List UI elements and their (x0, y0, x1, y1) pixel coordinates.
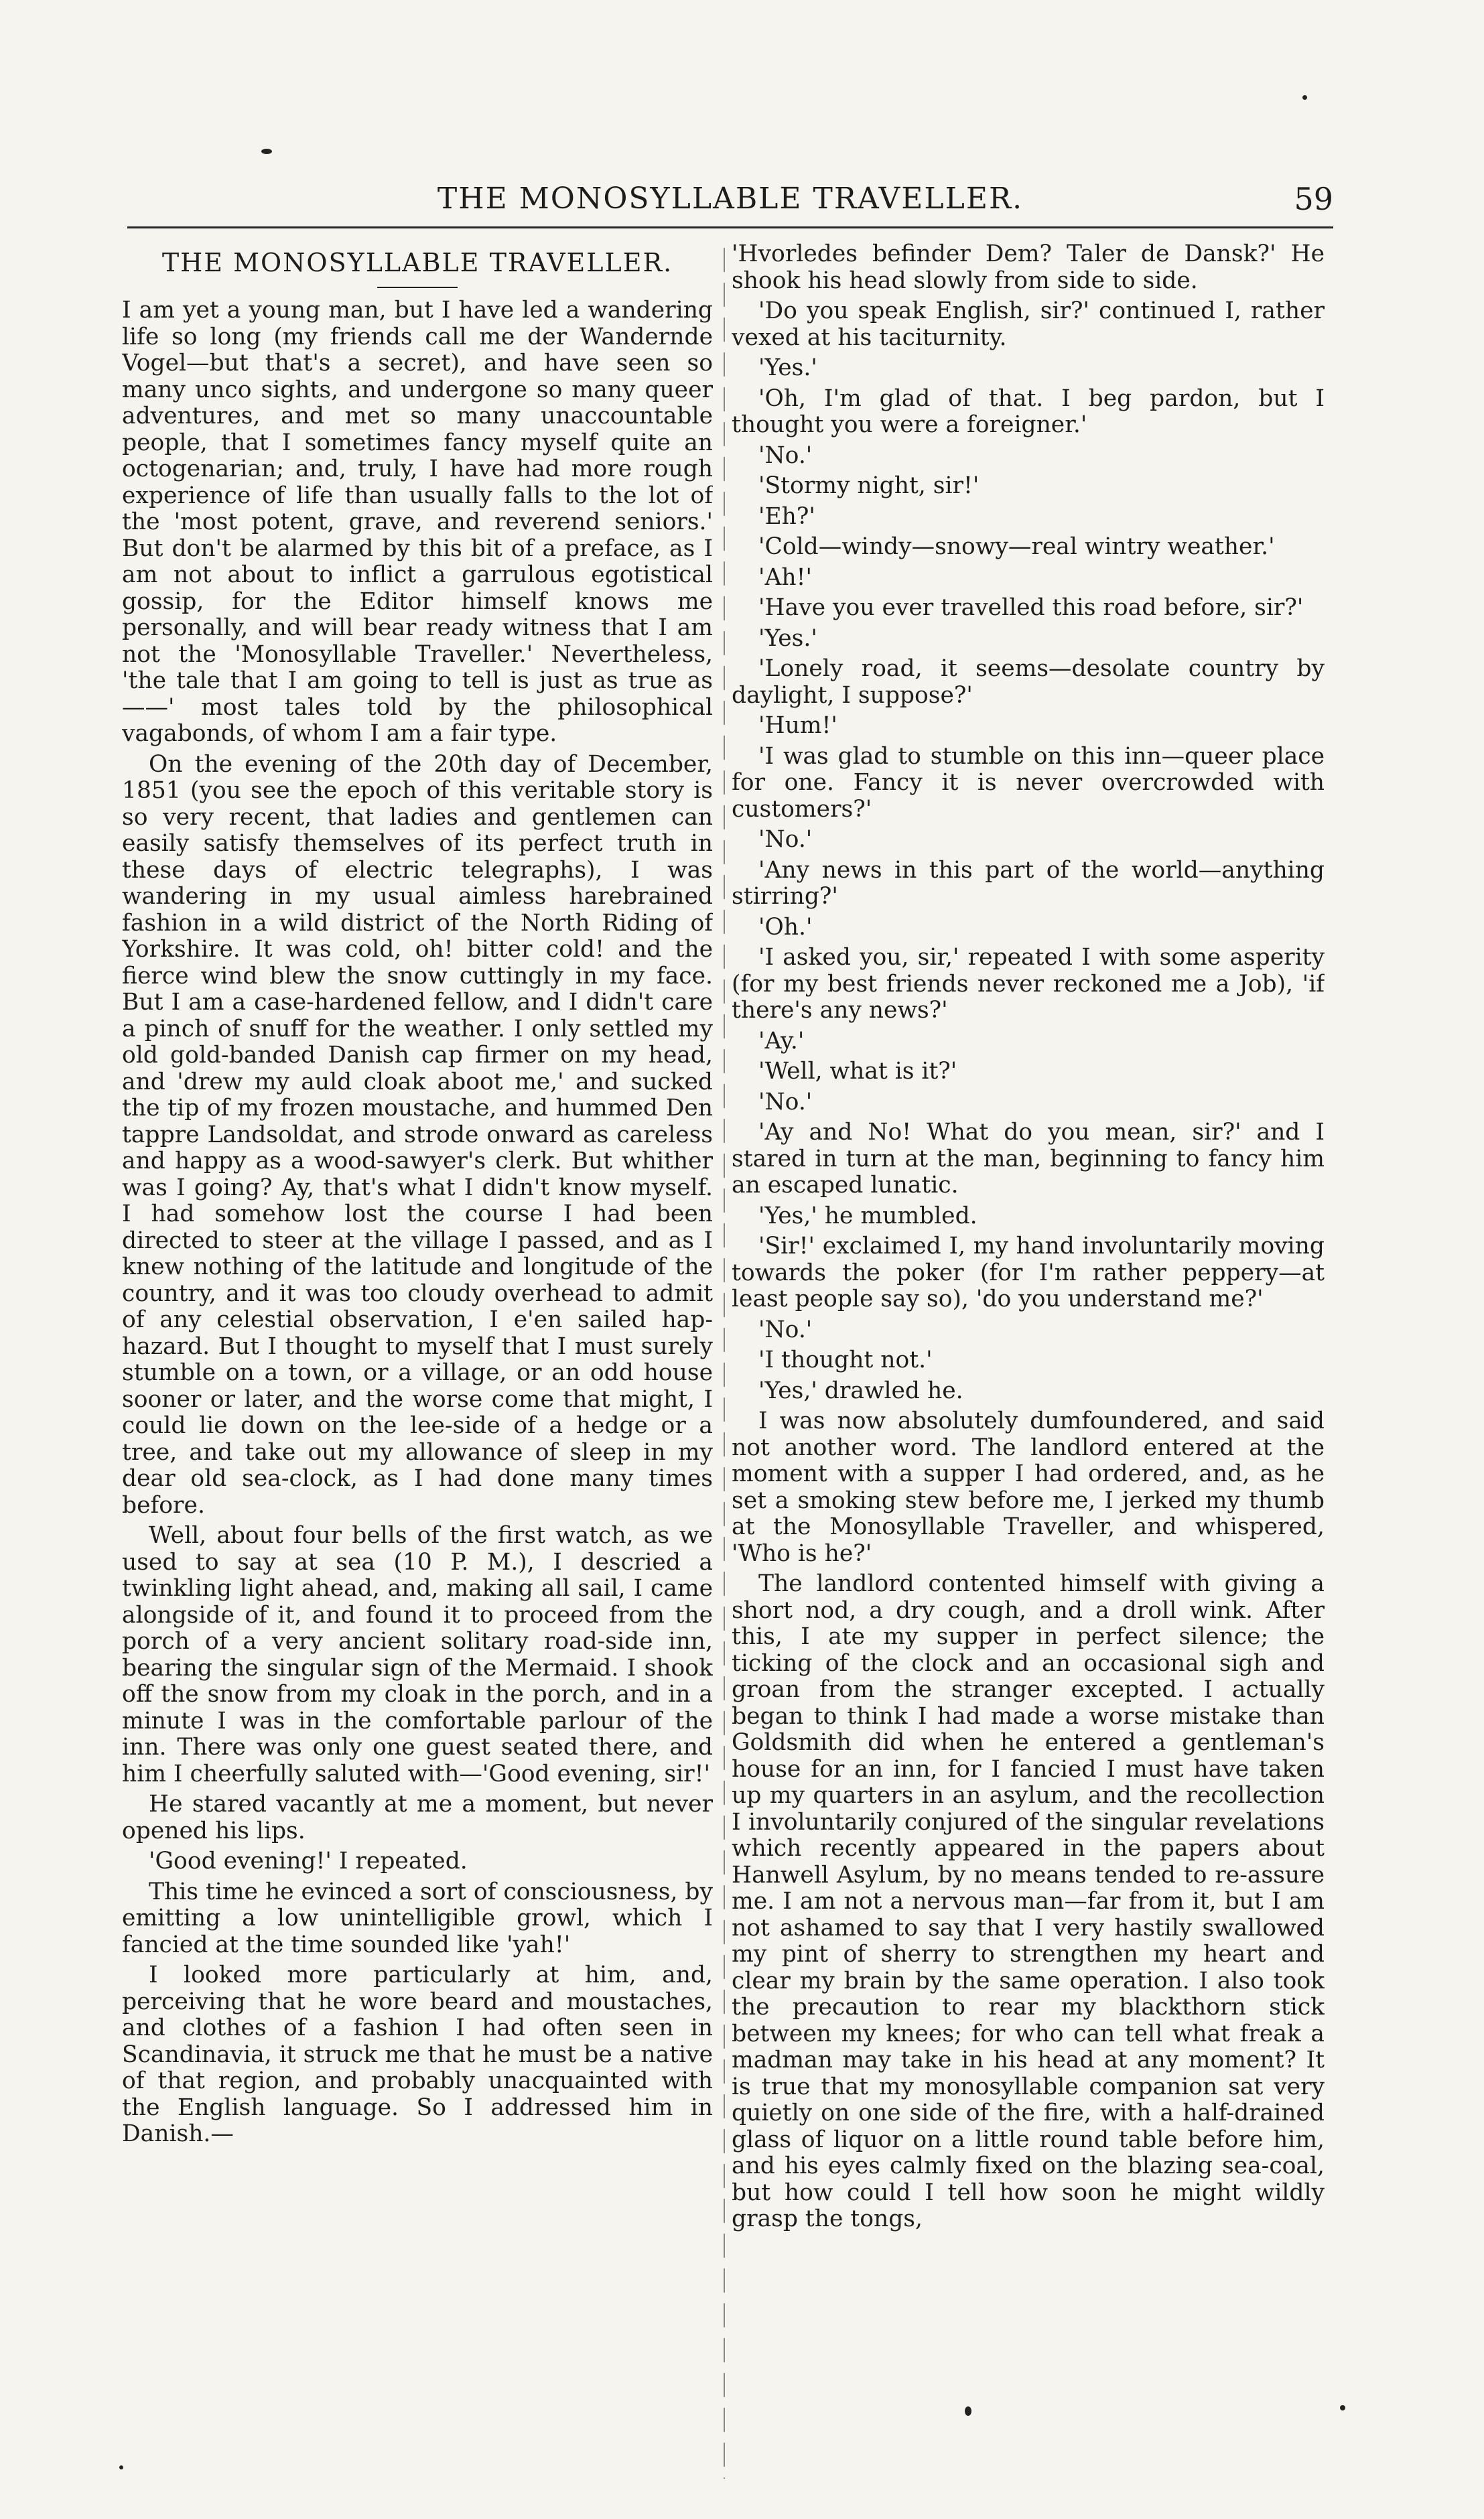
running-head (127, 176, 1333, 222)
paragraph: 'Yes.' (758, 354, 817, 381)
paragraph: 'No.' (758, 1316, 813, 1343)
page-number: 59 (1294, 181, 1333, 217)
paragraph: 'No.' (758, 826, 813, 853)
paragraph: 'Well, what is it?' (758, 1058, 957, 1085)
ink-speck (1340, 2405, 1345, 2410)
paragraph: 'I asked you, sir,' repeated I with some asperity (for my best friends never reckoned me a Job), 'if there's any news?' (732, 944, 1325, 1024)
paragraph: On the evening of the 20th day of December, 1851 (you see the epoch of this veritable story is so very recent, that ladies and gentlemen can easily satisfy themselves of its perfect truth in these days of electric telegraphs), I was wandering in my usual aimless harebrained fashion in a wild district of the North Riding of Yorkshire. It was cold, oh! bitter cold! and the fierce wind blew the snow cuttingly in my face. But I am a case-hardened fellow, and I didn't care a pinch of snuff for the weather. I only settled my old gold-banded Danish cap firmer on my head, and 'drew my auld cloak aboot me,' and sucked the tip of my frozen moustache, and hummed Den tappre Landsoldat, and strode onward as careless and happy as a wood-sawyer's clerk. But whither was I going? Ay, that's what I didn't know myself. I had somehow lost the course I had been directed to steer at the village I passed, and as I knew nothing of the latitude and longitude of the country, and it was too cloudy overhead to admit of any celestial observation, I e'en sailed hap-hazard. But I thought to myself that I must surely stumble on a town, or a village, or an odd house sooner or later, and the worse come that might, I could lie down on the lee-side of a hedge or a tree, and take out my allowance of sleep in my dear old sea-clock, as I had done many times before. (122, 750, 713, 1519)
paragraph: 'Stormy night, sir!' (758, 472, 980, 499)
paragraph: Well, about four bells of the first watch, as we used to say at sea (10 P. M.), I descried a twinkling light ahead, and, making all sail, I came alongside of it, and found it to proceed from the porch of a very ancient solitary road-side inn, bearing the singular sign of the Mermaid. I shook off the snow from my cloak in the porch, and in a minute I was in the comfortable parlour of the inn. There was only one guest seated there, and him I cheerfully saluted with—'Good evening, sir!' (122, 1522, 713, 1787)
column-divider (724, 248, 725, 2479)
paragraph: This time he evinced a sort of consciousness, by emitting a low unintelligible growl, which I fancied at the time sounded like 'yah!' (122, 1878, 713, 1958)
paragraph: 'I was glad to stumble on this inn—queer place for one. Fancy it is never overcrowded with customers?' (732, 742, 1325, 823)
ink-speck (261, 149, 272, 154)
article-title: THE MONOSYLLABLE TRAVELLER. (161, 248, 673, 277)
paragraph: 'Yes.' (758, 624, 817, 652)
running-title: THE MONOSYLLABLE TRAVELLER. (437, 182, 1024, 216)
right-column (732, 241, 1325, 2479)
paragraph: He stared vacantly at me a moment, but never opened his lips. (122, 1791, 713, 1844)
paragraph: I am yet a young man, but I have led a wandering life so long (my friends call me der Wandernde Vogel—but that's a secret), and have seen so many unco sights, and undergone so many queer adventures, and met so many unaccountable people, that I sometimes fancy myself quite an octogenarian; and, truly, I have had more rough experience of life than usually falls to the lot of the 'most potent, grave, and reverend seniors.' But don't be alarmed by this bit of a preface, as I am not about to inflict a garrulous egotistical gossip, for the Editor himself knows me personally, and will bear ready witness that I am not the 'Monosyllable Traveller.' Nevertheless, 'the tale that I am going to tell is just as true as ——' most tales told by the philosophical vagabonds, of whom I am a fair type. (122, 297, 713, 747)
title-rule (377, 287, 458, 288)
paragraph: 'Do you speak English, sir?' continued I, rather vexed at his taciturnity. (732, 297, 1325, 351)
header-rule (127, 226, 1333, 228)
paragraph: 'No.' (758, 1088, 813, 1115)
paragraph: 'No.' (758, 441, 813, 469)
paragraph: 'Cold—windy—snowy—real wintry weather.' (758, 533, 1275, 560)
paragraph: 'Ah!' (758, 563, 812, 591)
paragraph: 'Any news in this part of the world—anything stirring?' (732, 856, 1325, 910)
paragraph: 'Eh?' (758, 502, 815, 530)
left-column (122, 241, 713, 2479)
paragraph: 'Sir!' exclaimed I, my hand involuntarily moving towards the poker (for I'm rather peppery—at least people say so), 'do you understand me?' (732, 1233, 1325, 1312)
paragraph: 'Yes,' he mumbled. (758, 1202, 977, 1229)
paragraph: 'Hum!' (758, 712, 837, 739)
paragraph: 'Lonely road, it seems—desolate country by daylight, I suppose?' (732, 655, 1325, 709)
paragraph: 'Have you ever travelled this road before, sir?' (758, 594, 1304, 621)
paragraph: 'Good evening!' I repeated. (149, 1848, 468, 1875)
paragraph: 'I thought not.' (758, 1347, 933, 1373)
paragraph: 'Yes,' drawled he. (758, 1377, 963, 1404)
paragraph: 'Oh.' (758, 913, 813, 941)
paragraph: I looked more particularly at him, and, perceiving that he wore beard and moustaches, and clothes of a fashion I had often seen in Scandinavia, it struck me that he must be a native of that region, and probably unacquainted with the English language. So I addressed him in Danish.— (122, 1962, 713, 2147)
paragraph: I was now absolutely dumfoundered, and said not another word. The landlord entered at the moment with a supper I had ordered, and, as he set a smoking stew before me, I jerked my thumb at the Monosyllable Traveller, and whispered, 'Who is he?' (732, 1408, 1325, 1567)
paragraph: 'Ay.' (758, 1027, 805, 1054)
paragraph: 'Ay and No! What do you mean, sir?' and I stared in turn at the man, beginning to fancy him an escaped lunatic. (732, 1119, 1325, 1199)
paragraph: 'Oh, I'm glad of that. I beg pardon, but I thought you were a foreigner.' (732, 385, 1325, 438)
paragraph: 'Hvorledes befinder Dem? Taler de Dansk?' He shook his head slowly from side to side. (732, 241, 1325, 294)
ink-speck (1302, 95, 1307, 100)
paragraph: The landlord contented himself with giving a short nod, a dry cough, and a droll wink. After this, I ate my supper in perfect silence; the ticking of the clock and an occasional sigh and groan from the stranger excepted. I actually began to think I had made a worse mistake than Goldsmith did when he entered a gentleman's house for an inn, for I fancied I must have taken up my quarters in an asylum, and the recollection I involuntarily conjured of the singular revelations which recently appeared in the papers about Hanwell Asylum, by no means tended to re-assure me. I am not a nervous man—far from it, but I am not ashamed to say that I very hastily swallowed my pint of sherry to strengthen my heart and clear my brain by the same operation. I also took the precaution to rear my blackthorn stick between my knees; for who can tell what freak a madman may take in his head at any moment? It is true that my monosyllable companion sat very quietly on one side of the fire, with a half-drained glass of liquor on a little round table before him, and his eyes calmly fixed on the blazing sea-coal, but how could I tell how soon he might wildly grasp the tongs, (732, 1570, 1325, 2232)
